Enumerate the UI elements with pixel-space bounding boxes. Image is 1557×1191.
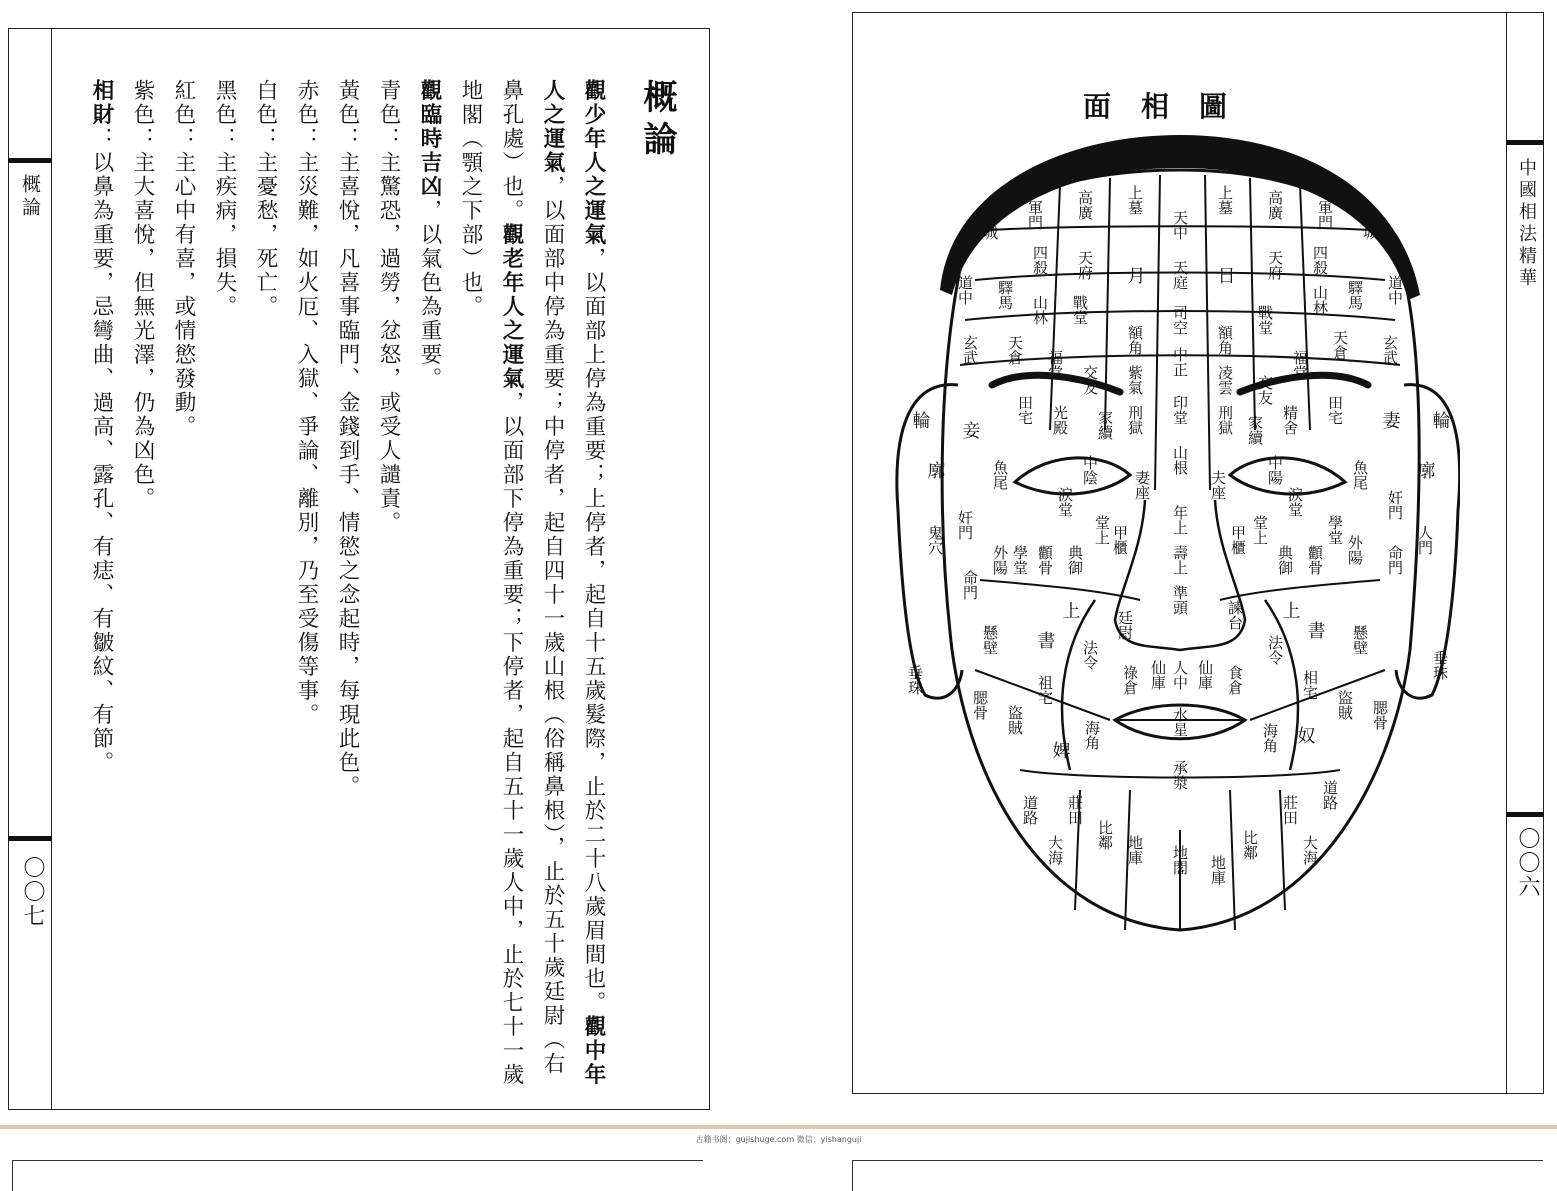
face-label-bilin-l: 比鄰 <box>1096 820 1114 850</box>
face-label-leitang-l: 淚堂 <box>1056 487 1074 517</box>
face-label-zhuangtian-r: 莊田 <box>1281 795 1299 825</box>
face-label-daozhong-l: 道中 <box>956 275 974 305</box>
face-label-shangmu-l: 上墓 <box>1126 185 1144 215</box>
paragraph <box>409 79 450 1089</box>
face-label-renzhong: 人中 <box>1171 660 1189 690</box>
face-label-nu: 奴 <box>1294 726 1316 744</box>
paragraph <box>286 79 327 1089</box>
face-label-yuwei-l: 魚尾 <box>991 460 1009 490</box>
face-label-tianfu-r: 天府 <box>1266 250 1284 280</box>
face-label-bi: 婢 <box>1049 741 1071 759</box>
text-run: ，以氣色為重要。 <box>417 199 442 391</box>
face-label-quangu-r: 顴骨 <box>1306 545 1324 575</box>
face-label-chuizhu-l: 垂珠 <box>906 665 924 695</box>
face-label-jiaoyou-r: 交友 <box>1256 375 1274 405</box>
chapter-heading: 概論 <box>637 79 677 163</box>
face-label-shu-l: 書 <box>1034 631 1056 649</box>
face-label-xuetang-r: 學堂 <box>1326 515 1344 545</box>
face-label-xuetang-l: 學堂 <box>1011 545 1029 575</box>
face-label-qizuo: 妻座 <box>1133 470 1151 500</box>
body-text <box>77 79 677 1089</box>
face-label-zhongyang: 中陽 <box>1266 455 1284 485</box>
face-label-ejiao-r: 額角 <box>1216 325 1234 355</box>
face-label-yima-r: 驛馬 <box>1346 280 1364 310</box>
face-label-jiaoyou-l: 交友 <box>1081 365 1099 395</box>
face-label-jiagui-r: 甲櫃 <box>1229 525 1247 555</box>
face-label-daozhong-r: 道中 <box>1386 275 1404 305</box>
paragraph <box>163 79 204 1089</box>
face-label-lantai: 諫台 <box>1226 600 1244 630</box>
face-label-sikong: 司空 <box>1171 305 1189 335</box>
face-label-diku-l: 地庫 <box>1126 835 1144 865</box>
text-run: 黃色：主喜悅，凡喜事臨門、金錢到手、情慾之念起時，每現此色。 <box>335 79 360 799</box>
face-label-ziqi: 紫氣 <box>1126 365 1144 395</box>
face-label-lun-l: 輪 <box>909 411 931 429</box>
face-label-chuizhu-r: 垂珠 <box>1431 650 1449 680</box>
face-label-xuanwu-r: 玄武 <box>1381 335 1399 365</box>
face-label-renxue: 人門 <box>1416 525 1434 555</box>
face-label-junmen-r: 軍門 <box>1316 200 1334 230</box>
face-label-xuanbi-l: 懸壁 <box>981 625 999 655</box>
face-label-junmen-l: 軍門 <box>1026 200 1044 230</box>
text-run: 白色：主憂愁，死亡。 <box>253 79 278 319</box>
text-run: 紅色：主心中有喜，或情慾發動。 <box>171 79 196 439</box>
face-label-saigu-r: 腮骨 <box>1371 700 1389 730</box>
face-label-jingshe: 精舍 <box>1281 405 1299 435</box>
face-label-tianting: 天庭 <box>1171 260 1189 290</box>
face-label-jiaxu-r: 家續 <box>1246 415 1264 445</box>
face-label-leitang-r: 淚堂 <box>1286 487 1304 517</box>
face-label-dianyu-l: 典御 <box>1066 545 1084 575</box>
face-label-guixue: 鬼穴 <box>926 525 944 555</box>
face-label-shangen: 山根 <box>1171 445 1189 475</box>
face-label-dahai-l: 大海 <box>1046 835 1064 865</box>
paragraph <box>204 79 245 1089</box>
face-label-nianshang: 年上 <box>1171 505 1189 535</box>
face-label-xingyu-r: 刑獄 <box>1216 405 1234 435</box>
text-run: 黑色：主疾病，損失。 <box>212 79 237 319</box>
face-label-daozei-r: 盜賊 <box>1336 690 1354 720</box>
face-label-jiaxu-l: 家續 <box>1096 410 1114 440</box>
face-label-zhantang-l: 戰堂 <box>1071 295 1089 325</box>
face-label-lingyun: 凌雲 <box>1216 365 1234 395</box>
text-run: ，以面部下停為重要；下停者，起自五十一歲人中，止於七十一歲地閣（顎之下部）也。 <box>458 79 524 1087</box>
section-name: 概論 <box>19 174 41 220</box>
face-label-haijiao-r: 海角 <box>1261 723 1279 753</box>
face-label-xiangzhai-l: 祖宅 <box>1036 675 1054 705</box>
face-label-ri: 日 <box>1214 266 1236 284</box>
next-spread-right-edge <box>852 1160 1543 1191</box>
face-label-ejiao-l: 額角 <box>1126 325 1144 355</box>
figure-title: 面相圖 <box>1083 90 1258 123</box>
face-label-haijiao-l: 海角 <box>1083 720 1101 750</box>
face-label-shuixing: 水星 <box>1171 707 1189 737</box>
paragraph <box>122 79 163 1089</box>
bold-term: 觀臨時吉凶 <box>417 79 442 199</box>
text-run: 青色：主驚恐，過勞，忿怒，或受人譴責。 <box>376 79 401 535</box>
face-label-shu-r: 書 <box>1304 621 1326 639</box>
face-label-futang-r: 福堂 <box>1291 350 1309 380</box>
face-label-xiangzhai-r: 相宅 <box>1301 670 1319 700</box>
face-label-daolu-r: 道路 <box>1321 780 1339 810</box>
tab-bar-top <box>1506 140 1544 145</box>
left-tab-strip <box>9 28 52 1110</box>
face-label-kuo-l: 廓 <box>924 461 946 479</box>
tab-bar-bottom <box>8 836 52 841</box>
face-label-tiancang-r: 天倉 <box>1331 330 1349 360</box>
face-label-tiancang-l: 天倉 <box>1006 335 1024 365</box>
face-label-qi: 妻 <box>1379 411 1401 429</box>
face-label-bilin-r: 比鄰 <box>1241 830 1259 860</box>
face-label-tianzhai-r: 田宅 <box>1326 395 1344 425</box>
bold-term: 觀中年人之運氣 <box>540 79 606 1087</box>
face-label-shang-l: 上 <box>1059 601 1081 619</box>
face-label-gaoguang-r: 高廣 <box>1266 190 1284 220</box>
paragraph <box>368 79 409 1089</box>
face-label-biancheng-l: 邊城 <box>981 210 999 240</box>
footer-note: 古籍书阁：gujishuge.com 微信：yishanguji <box>695 1135 862 1144</box>
face-label-dahai-r: 大海 <box>1301 835 1319 865</box>
face-label-fuling-l: 法令 <box>1081 640 1099 670</box>
face-label-zhantang-r: 戰堂 <box>1256 305 1274 335</box>
face-label-tangshang-r: 堂上 <box>1251 515 1269 545</box>
next-spread-left-edge <box>12 1160 703 1191</box>
face-label-daozei-l: 盜賊 <box>1006 705 1024 735</box>
face-label-shangmu-r: 上墓 <box>1216 185 1234 215</box>
face-label-sisha-l: 四殺 <box>1031 245 1049 275</box>
face-label-daolu-l: 道路 <box>1021 795 1039 825</box>
face-label-shanlin-r: 山林 <box>1311 285 1329 315</box>
face-label-yintang: 印堂 <box>1171 395 1189 425</box>
face-label-tianzhong: 天中 <box>1171 210 1189 240</box>
face-label-biancheng-r: 邊城 <box>1361 210 1379 240</box>
paragraph <box>81 79 122 1089</box>
text-run: ：以鼻為重要，忌彎曲、過高、露孔、有痣、有皺紋、有節。 <box>89 127 114 775</box>
face-label-dianyu-r: 典御 <box>1276 545 1294 575</box>
face-label-xuanwu-l: 玄武 <box>961 335 979 365</box>
face-label-shicang: 食倉 <box>1226 665 1244 695</box>
face-label-shoushang: 壽上 <box>1171 545 1189 575</box>
face-label-fuzuo: 夫座 <box>1209 470 1227 500</box>
face-diagram <box>880 130 1460 950</box>
bold-term: 觀老年人之運氣 <box>499 223 524 391</box>
page-number: 〇〇六 <box>1515 827 1540 899</box>
face-label-lucang: 祿倉 <box>1121 665 1139 695</box>
face-label-quangu-l: 顴骨 <box>1036 545 1054 575</box>
tab-bar-bottom <box>1506 812 1544 817</box>
face-label-saigu-l: 腮骨 <box>971 690 989 720</box>
face-label-fuling-r: 法令 <box>1266 635 1284 665</box>
face-label-zhuntou: 準頭 <box>1171 585 1189 615</box>
face-label-kuo-r: 廓 <box>1414 461 1436 479</box>
face-label-yue: 月 <box>1124 266 1146 284</box>
spread-divider <box>0 1125 1557 1129</box>
face-label-guangdian: 光殿 <box>1051 405 1069 435</box>
text-run: 紫色：主大喜悅，但無光澤，仍為凶色。 <box>130 79 155 511</box>
face-label-xianku-l: 仙庫 <box>1149 660 1167 690</box>
face-label-zhongyin: 中陰 <box>1081 455 1099 485</box>
text-run: ，以面部上停為重要；上停者，起自十五歲髮際，止於二十八歲眉間也。 <box>581 247 606 1015</box>
face-label-jianmen-l: 奸門 <box>956 510 974 540</box>
face-label-yuwei-r: 魚尾 <box>1351 460 1369 490</box>
face-label-zhongzheng: 中正 <box>1171 347 1189 377</box>
text-run: ，以面部中停為重要；中停者，起自四十一歲山根（俗稱鼻根），止於五十歲廷尉（右鼻孔處）也。 <box>499 79 565 1077</box>
face-label-xingyu-l: 刑獄 <box>1126 405 1144 435</box>
face-label-tianfu-l: 天府 <box>1076 250 1094 280</box>
paragraph <box>245 79 286 1089</box>
face-label-lun-r: 輪 <box>1429 411 1451 429</box>
face-label-waiyang-l: 外陽 <box>991 545 1009 575</box>
face-label-qie: 妾 <box>959 421 981 439</box>
face-label-zhuangtian-l: 莊田 <box>1066 795 1084 825</box>
face-label-sisha-r: 四殺 <box>1311 245 1329 275</box>
face-label-dige: 地閣 <box>1171 845 1189 875</box>
face-label-shang-r: 上 <box>1279 601 1301 619</box>
face-label-shanlin-l: 山林 <box>1031 295 1049 325</box>
left-page <box>8 28 710 1110</box>
face-label-futang-l: 福堂 <box>1046 350 1064 380</box>
paragraph <box>450 79 614 1089</box>
face-label-tianzhai-l: 田宅 <box>1016 395 1034 425</box>
tab-bar-top <box>8 158 52 163</box>
face-label-diku-r: 地庫 <box>1209 855 1227 885</box>
paragraph <box>327 79 368 1089</box>
face-label-mingmen-r: 命門 <box>1386 545 1404 575</box>
face-label-xuanbi-r: 懸壁 <box>1351 625 1369 655</box>
bold-term: 觀少年人之運氣 <box>581 79 606 247</box>
right-tab-strip <box>1506 12 1543 1094</box>
face-label-yima-l: 驛馬 <box>996 280 1014 310</box>
face-label-gaoguang-l: 高廣 <box>1076 190 1094 220</box>
page-number: 〇〇七 <box>20 856 45 928</box>
face-label-jianmen-r: 奸門 <box>1386 490 1404 520</box>
face-label-mingmen-l: 命門 <box>961 570 979 600</box>
face-label-chengjiang: 承漿 <box>1171 760 1189 790</box>
face-label-waiyang-r: 外陽 <box>1346 535 1364 565</box>
face-label-tangshang-l: 堂上 <box>1093 515 1111 545</box>
book-title: 中國相法精華 <box>1516 158 1537 290</box>
face-label-jiagui-l: 甲櫃 <box>1111 525 1129 555</box>
bold-term: 相財 <box>89 79 114 127</box>
text-run: 赤色：主災難，如火厄、入獄、爭論、離別，乃至受傷等事。 <box>294 79 319 727</box>
face-label-xianku-r: 仙庫 <box>1196 660 1214 690</box>
face-label-tingwei: 廷尉 <box>1116 610 1134 640</box>
